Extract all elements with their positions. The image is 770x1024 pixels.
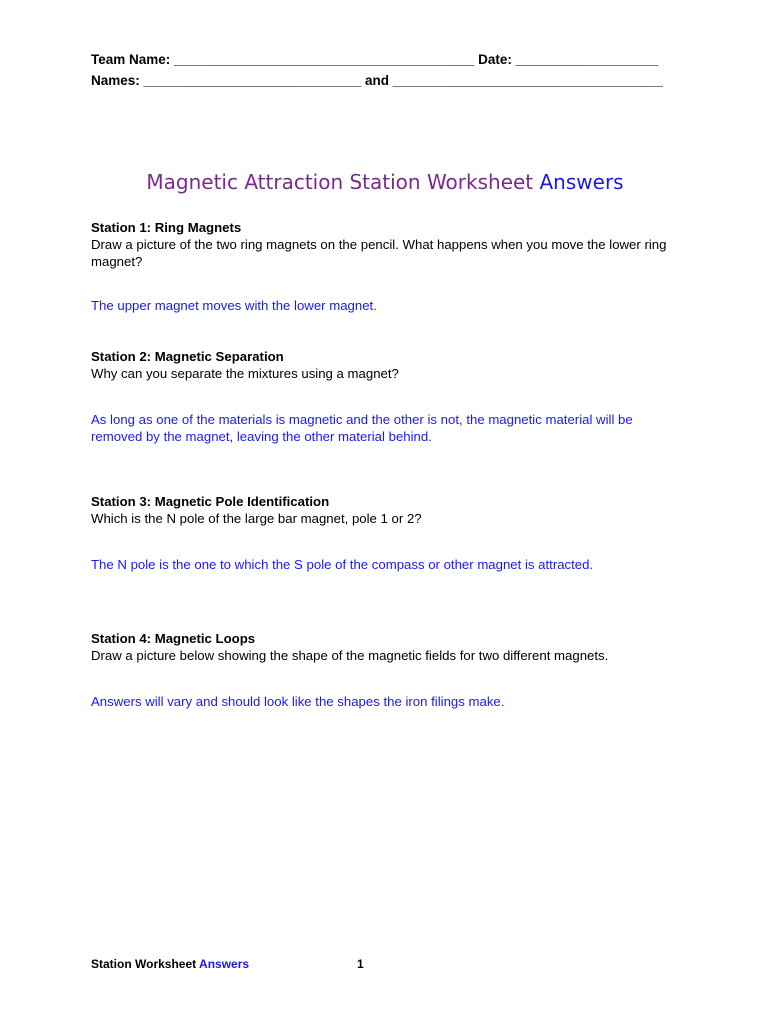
title-main: Magnetic Attraction Station Worksheet [146,170,534,194]
station-4 [91,630,681,664]
station-4-question: Draw a picture below showing the shape of the magnetic fields for two different magnets. [91,648,609,663]
page-title [0,170,770,194]
station-2-question: Why can you separate the mixtures using a magnet? [91,366,399,381]
station-4-answer: Answers will vary and should look like the shapes the iron filings make. [91,694,505,709]
station-4-heading: Station 4: Magnetic Loops [91,631,256,646]
station-3-heading: Station 3: Magnetic Pole Identification [91,494,330,509]
station-2-answer: As long as one of the materials is magnetic and the other is not, the magnetic material will be removed by the magnet, leaving the other material behind. [91,412,633,444]
footer-label [91,957,249,971]
footer-answers-text: Answers [199,957,250,971]
station-1-question: Draw a picture of the two ring magnets on the pencil. What happens when you move the lower ring magnet? [91,237,667,269]
station-3 [91,493,681,527]
footer-label-text: Station Worksheet [91,957,197,971]
station-3-answer: The N pole is the one to which the S pole of the compass or other magnet is attracted. [91,557,594,572]
station-2-heading: Station 2: Magnetic Separation [91,349,284,364]
title-answers: Answers [539,170,624,194]
station-1-heading: Station 1: Ring Magnets [91,220,242,235]
names-line: Names: _____________________________ and ____________________________________ [91,73,664,88]
station-1-answer: The upper magnet moves with the lower magnet. [91,298,377,313]
station-2 [91,348,681,382]
station-1 [91,219,681,270]
team-name-date-line: Team Name: ________________________________________ Date: ___________________ [91,52,659,67]
station-3-question: Which is the N pole of the large bar magnet, pole 1 or 2? [91,511,422,526]
page-number: 1 [357,957,364,971]
